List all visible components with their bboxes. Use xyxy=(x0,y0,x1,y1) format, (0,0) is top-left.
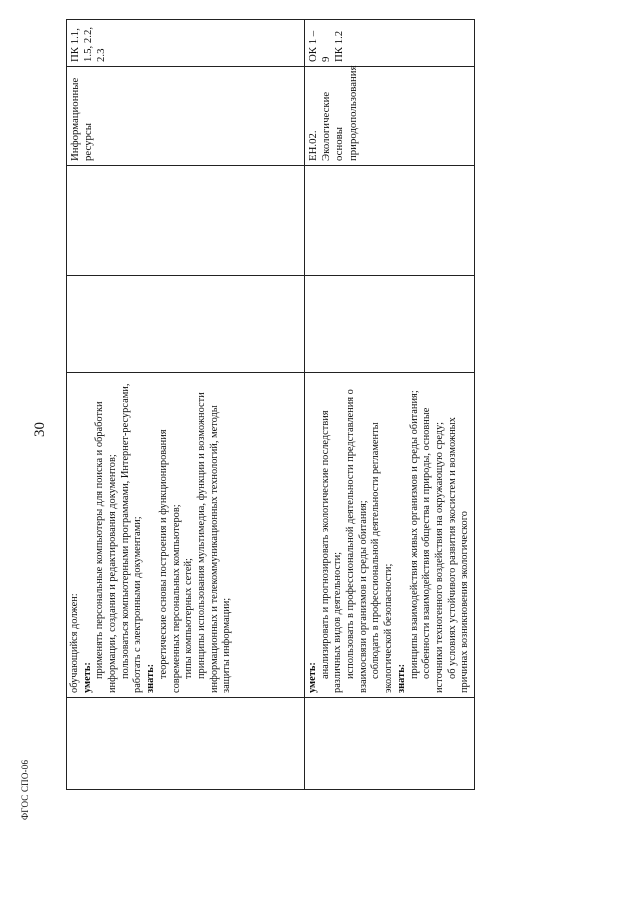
discipline-line: ЕН.02. xyxy=(307,130,319,161)
table-row xyxy=(305,20,475,790)
competency-line: 2.3 xyxy=(95,48,108,62)
index-cell xyxy=(305,698,475,790)
discipline-cell xyxy=(67,67,305,166)
discipline-cell xyxy=(305,67,475,166)
content-line: использовать в профессиональной деятельности представления о взаимосвязи организмов и среды обитания; xyxy=(345,389,369,693)
curriculum-table xyxy=(66,19,475,790)
content-line: особенности взаимодействия общества и природы, основные источники техногенного воздействия на окружающую среду; xyxy=(421,407,445,693)
hours-cell xyxy=(67,166,305,276)
content-line: принципы использования мультимедиа, функции и возможности информационных и телекоммуникационных технологий, методы защиты информации; xyxy=(195,392,233,693)
competency-line: ОК 1 – 9 xyxy=(307,30,333,62)
competency-line: ПК 1.1, 1.5, 2.2, xyxy=(69,26,95,62)
content-line: пользоваться компьютерными программами, Интернет-ресурсами, работать с электронными документами; xyxy=(119,383,144,693)
content-line: уметь: xyxy=(307,662,318,693)
footer-standard-code: ФГОС СПО-06 xyxy=(20,759,30,820)
competency-line: ПК 1.2 xyxy=(333,30,346,62)
content-line: применять персональные компьютеры для поиска и обработки информации, создания и редактирования документов; xyxy=(94,401,119,693)
curriculum-table-rotated xyxy=(66,20,554,790)
discipline-line: природопользования xyxy=(346,65,359,161)
content-line: соблюдать в профессиональной деятельности регламенты экологической безопасности; xyxy=(370,422,395,693)
content-line: уметь: xyxy=(81,662,93,693)
content-cell xyxy=(67,373,305,698)
table-row xyxy=(67,20,305,790)
content-cell xyxy=(305,373,475,698)
hours-cell xyxy=(305,166,475,276)
discipline-line: основы xyxy=(333,127,346,161)
discipline-line: Информационные xyxy=(69,77,81,161)
index-cell xyxy=(67,698,305,790)
content-line: об условиях устойчивого развития экосистем и возможных причинах возникновения экологического xyxy=(446,417,471,693)
discipline-line: ресурсы xyxy=(82,123,95,161)
content-line: принципы взаимодействия живых организмов и среды обитания; xyxy=(408,390,420,679)
content-line: знать: xyxy=(145,663,157,693)
page-number: 30 xyxy=(32,422,48,437)
content-line: обучающийся должен: xyxy=(69,593,80,693)
content-line: теоретические основы построения и функционирования современных персональных компьютеров; xyxy=(157,429,182,693)
content-line: анализировать и прогнозировать экологические последствия различных видов деятельности; xyxy=(319,410,344,693)
hours-cell xyxy=(305,276,475,373)
content-line: знать: xyxy=(395,663,407,693)
content-line: типы компьютерных сетей; xyxy=(183,558,195,679)
hours-cell xyxy=(67,276,305,373)
competency-cell xyxy=(67,20,305,67)
discipline-line: Экологические xyxy=(320,91,333,161)
competency-cell xyxy=(305,20,475,67)
